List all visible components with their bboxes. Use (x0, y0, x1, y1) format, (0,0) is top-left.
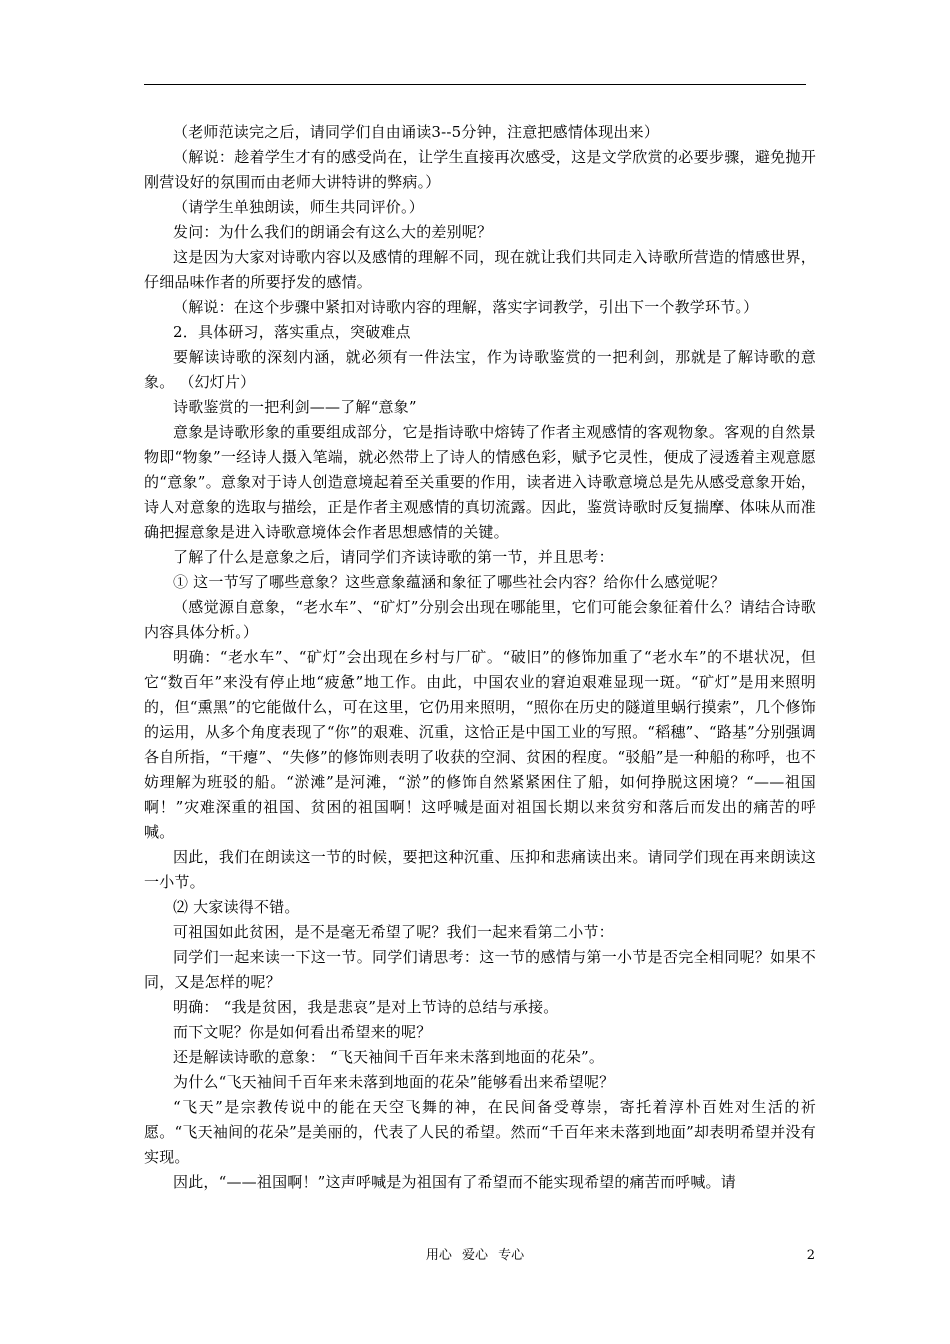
paragraph: 明确： “我是贫困，我是悲哀”是对上节诗的总结与承接。 (173, 998, 559, 1016)
section-heading: 2．具体研习，落实重点，突破难点 (173, 323, 411, 341)
paragraph: （请学生单独朗读，师生共同评价。） (173, 198, 424, 216)
paragraph: 而下文呢？你是如何看出希望来的呢？ (173, 1023, 432, 1041)
paragraph: 同学们一起来读一下这一节。同学们请思考：这一节的感情与第一小节是否完全相同呢？如果不同，又是怎样的呢？ (144, 948, 816, 991)
paragraph: “飞天”是宗教传说中的能在天空飞舞的神，在民间备受尊崇，寄托着淳朴百姓对生活的祈愿。“飞天袖间的花朵”是美丽的，代表了人民的希望。然而“千百年来未落到地面”却表明希望并没有实现。 (144, 1098, 816, 1166)
paragraph: 了解了什么是意象之后，请同学们齐读诗歌的第一节，并且思考： (173, 548, 614, 566)
document-body (144, 120, 816, 1195)
paragraph: 可祖国如此贫困，是不是毫无希望了呢？我们一起来看第二小节： (173, 923, 614, 941)
paragraph: 发问：为什么我们的朗诵会有这么大的差别呢？ (173, 223, 493, 241)
paragraph: 要解读诗歌的深刻内涵，就必须有一件法宝，作为诗歌鉴赏的一把利剑，那就是了解诗歌的意象。 （幻灯片） (144, 348, 816, 391)
paragraph: 意象是诗歌形象的重要组成部分，它是指诗歌中熔铸了作者主观感情的客观物象。客观的自然景物即“物象”一经诗人摄入笔端，就必然带上了诗人的情感色彩，赋予它灵性，便成了浸透着主观意愿的“意象”。意象对于诗人创造意境起着至关重要的作用，读者进入诗歌意境总是先从感受意象开始，诗人对意象的选取与描绘，正是作者主观感情的真切流露。因此，鉴赏诗歌时反复揣摩、体味从而准确把握意象是进入诗歌意境体会作者思想感情的关键。 (144, 423, 816, 541)
paragraph: （感觉源自意象，“老水车”、“矿灯”分别会出现在哪能里，它们可能会象征着什么？请结合诗歌内容具体分析。） (144, 598, 816, 641)
paragraph: 还是解读诗歌的意象： “飞天袖间千百年来未落到地面的花朵”。 (173, 1048, 605, 1066)
paragraph: （解说：在这个步骤中紧扣对诗歌内容的理解，落实字词教学，引出下一个教学环节。） (173, 298, 759, 316)
slide-title: 诗歌鉴赏的一把利剑——了解“意象” (173, 398, 417, 416)
paragraph: 明确：“老水车”、“矿灯”会出现在乡村与厂矿。“破旧”的修饰加重了“老水车”的不堪状况，但它“数百年”来没有停止地“疲惫”地工作。由此，中国农业的窘迫艰难显现一斑。“矿灯”是用来照明的，但“熏黑”的它能做什么，可在这里，它仍用来照明，“照你在历史的隧道里蜗行摸索”，几个修饰的运用，从多个角度表现了“你”的艰难、沉重，这恰正是中国工业的写照。“稻穗”、“路基”分别强调各自所指，“干瘪”、“失修”的修饰则表明了收获的空洞、贫困的程度。“驳船”是一种船的称呼，也不妨理解为班驳的船。“淤滩”是河滩，“淤”的修饰自然紧紧困住了船，如何挣脱这困境？“——祖国啊！”灾难深重的祖国、贫困的祖国啊！这呼喊是面对祖国长期以来贫穷和落后而发出的痛苦的呼喊。 (144, 648, 816, 841)
paragraph: 因此，我们在朗读这一节的时候，要把这种沉重、压抑和悲痛读出来。请同学们现在再来朗读这一小节。 (144, 848, 816, 891)
question: ① 这一节写了哪些意象？这些意象蕴涵和象征了哪些社会内容？给你什么感觉呢？ (173, 573, 726, 591)
paragraph: 为什么“飞天袖间千百年来未落到地面的花朵”能够看出来希望呢？ (173, 1073, 615, 1091)
footer-text: 用心 爱心 专心 (425, 1248, 525, 1263)
paragraph: （老师范读完之后，请同学们自由诵读3--5分钟，注意把感情体现出来） (173, 123, 660, 141)
paragraph: 因此，“——祖国啊！”这声呼喊是为祖国有了希望而不能实现希望的痛苦而呼喊。请 (173, 1173, 736, 1191)
page-number: 2 (806, 1248, 815, 1263)
paragraph: （解说：趁着学生才有的感受尚在，让学生直接再次感受，这是文学欣赏的必要步骤，避免抛开刚营设好的氛围而由老师大讲特讲的弊病。） (144, 148, 816, 191)
paragraph: 这是因为大家对诗歌内容以及感情的理解不同，现在就让我们共同走入诗歌所营造的情感世界，仔细品味作者的所要抒发的感情。 (144, 248, 816, 291)
paragraph: ⑵ 大家读得不错。 (173, 898, 300, 916)
header-rule (144, 84, 806, 85)
